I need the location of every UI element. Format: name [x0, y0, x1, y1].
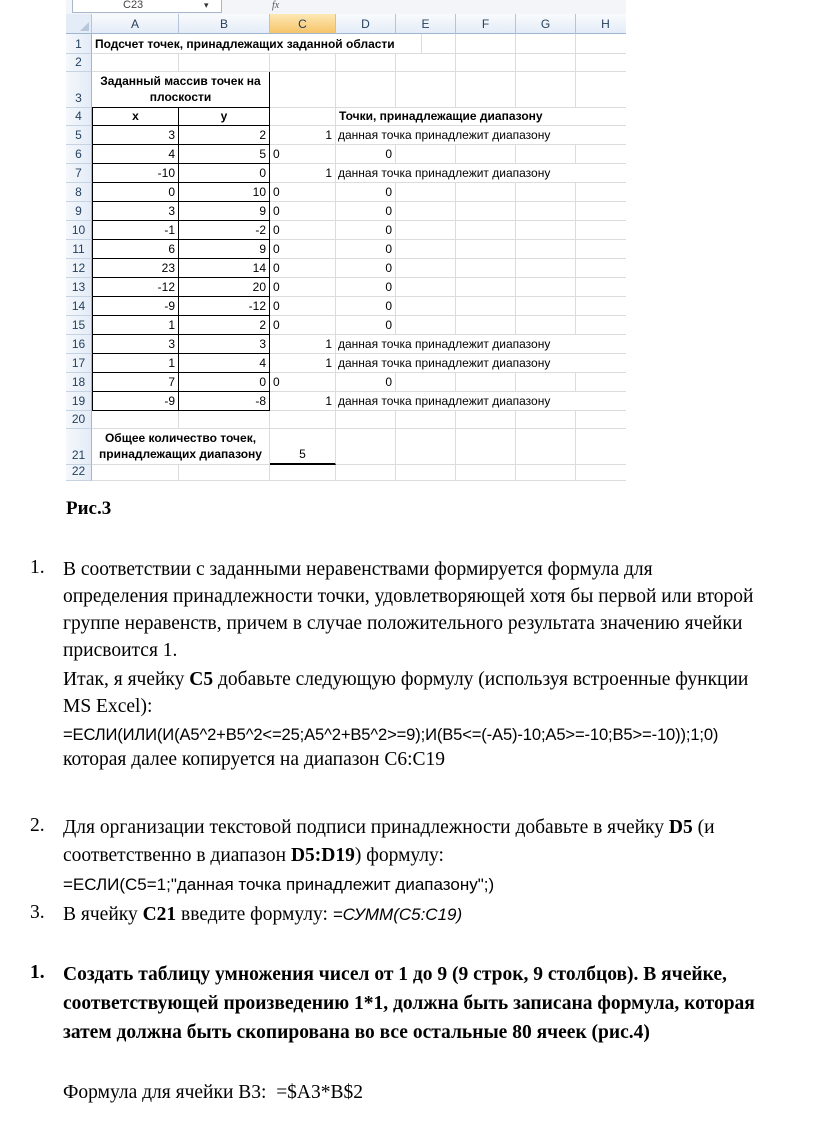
cell-c9[interactable]: 0 — [270, 202, 336, 221]
spreadsheet-screenshot — [66, 0, 626, 487]
cell-e9[interactable] — [396, 202, 456, 221]
cell-a18[interactable]: 7 — [92, 373, 179, 392]
cell-d9[interactable]: 0 — [336, 202, 396, 221]
cell-c14[interactable]: 0 — [270, 297, 336, 316]
table-row — [66, 335, 626, 354]
cell-f11[interactable] — [456, 240, 516, 259]
cell-h4[interactable] — [576, 108, 626, 126]
table-row — [66, 202, 626, 221]
cell-f20[interactable] — [456, 411, 516, 429]
cell-f8[interactable] — [456, 183, 516, 202]
cell-a10[interactable]: -1 — [92, 221, 179, 240]
cell-d3[interactable] — [336, 72, 396, 108]
cell-b20[interactable] — [179, 411, 270, 429]
cell-b17[interactable]: 4 — [179, 354, 270, 373]
item1-line6: MS Excel): — [63, 696, 153, 717]
item1-line4: присвоится 1. — [63, 640, 178, 661]
cell-d18[interactable]: 0 — [336, 373, 396, 392]
cell-g15[interactable] — [516, 316, 576, 335]
cell-a6[interactable]: 4 — [92, 145, 179, 164]
row-header[interactable]: 22 — [66, 465, 92, 481]
cell-d20[interactable] — [336, 411, 396, 429]
cell-a13[interactable]: -12 — [92, 278, 179, 297]
table-row — [66, 72, 626, 108]
row-header[interactable]: 7 — [66, 164, 92, 183]
cell-a8[interactable]: 0 — [92, 183, 179, 202]
cell-c3[interactable] — [270, 72, 336, 108]
cell-e15[interactable] — [396, 316, 456, 335]
item1-line3: группе неравенств, причем в случае положительного результата значению ячейки — [63, 613, 743, 634]
cell-d2[interactable] — [336, 54, 396, 72]
cell-h9[interactable] — [576, 202, 626, 221]
cell-c10[interactable]: 0 — [270, 221, 336, 240]
cell-b8[interactable]: 10 — [179, 183, 270, 202]
table-row — [66, 429, 626, 465]
cell-d6[interactable]: 0 — [336, 145, 396, 164]
row-header[interactable]: 1 — [66, 34, 92, 54]
row-header[interactable]: 20 — [66, 411, 92, 429]
cell-h15[interactable] — [576, 316, 626, 335]
cell-e18[interactable] — [396, 373, 456, 392]
cell-a20[interactable] — [92, 411, 179, 429]
column-header-b[interactable]: B — [179, 14, 270, 34]
item1-formula: =ЕСЛИ(ИЛИ(И(A5^2+B5^2<=25;A5^2+B5^2>=9);И(B5<=(-A5)-10;A5>=-10;B5>=-10));1;0) — [63, 725, 719, 744]
cell-b16[interactable]: 3 — [179, 335, 270, 354]
cell-a22[interactable] — [92, 465, 179, 481]
row-header[interactable]: 11 — [66, 240, 92, 259]
cell-f21[interactable] — [456, 429, 516, 465]
formula-b3-line: Формула для ячейки B3: =$A3*B$2 — [63, 1082, 364, 1103]
column-header-a[interactable]: A — [92, 14, 179, 34]
cell-a4[interactable]: x — [92, 108, 179, 126]
cell-d7[interactable]: данная точка принадлежит диапазону — [336, 164, 576, 183]
task-line2: соответствующей произведению 1*1, должна быть записана формула, которая — [63, 993, 755, 1014]
list-number: 1. — [30, 557, 45, 578]
column-header-f[interactable]: F — [456, 14, 516, 34]
column-header-h[interactable]: H — [576, 14, 626, 34]
column-header-d[interactable]: D — [336, 14, 396, 34]
table-row — [66, 297, 626, 316]
cell-h20[interactable] — [576, 411, 626, 429]
cell-h8[interactable] — [576, 183, 626, 202]
cell-f3[interactable] — [456, 72, 516, 108]
cell-h18[interactable] — [576, 373, 626, 392]
row-header[interactable]: 10 — [66, 221, 92, 240]
cell-e21[interactable] — [396, 429, 456, 465]
table-row — [66, 411, 626, 429]
cell-h21[interactable] — [576, 429, 626, 465]
cell-g11[interactable] — [516, 240, 576, 259]
item2-line1: Для организации текстовой подписи принадлежности добавьте в ячейку D5 (и — [63, 817, 715, 838]
list-number: 2. — [30, 815, 45, 836]
row-header[interactable]: 21 — [66, 429, 92, 465]
task-number: 1. — [30, 962, 45, 983]
cell-b22[interactable] — [179, 465, 270, 481]
table-row — [66, 126, 626, 145]
table-row — [66, 259, 626, 278]
cell-h16[interactable] — [576, 335, 626, 354]
cell-d16[interactable]: данная точка принадлежит диапазону — [336, 335, 576, 354]
item2-line2: соответственно в диапазон D5:D19) формулу: — [63, 845, 444, 866]
cell-b18[interactable]: 0 — [179, 373, 270, 392]
table-row — [66, 221, 626, 240]
cell-g9[interactable] — [516, 202, 576, 221]
cell-d15[interactable]: 0 — [336, 316, 396, 335]
cell-h6[interactable] — [576, 145, 626, 164]
cell-e6[interactable] — [396, 145, 456, 164]
cell-a2[interactable] — [92, 54, 179, 72]
cell-c13[interactable]: 0 — [270, 278, 336, 297]
cell-h11[interactable] — [576, 240, 626, 259]
cell-h22[interactable] — [576, 465, 626, 481]
cell-g8[interactable] — [516, 183, 576, 202]
column-header-e[interactable]: E — [396, 14, 456, 34]
cell-e11[interactable] — [396, 240, 456, 259]
cell-e20[interactable] — [396, 411, 456, 429]
cell-b12[interactable]: 14 — [179, 259, 270, 278]
cell-d5[interactable]: данная точка принадлежит диапазону — [336, 126, 576, 145]
row-header[interactable]: 17 — [66, 354, 92, 373]
row-header[interactable]: 18 — [66, 373, 92, 392]
cell-c16[interactable]: 1 — [270, 335, 336, 354]
row-header[interactable]: 4 — [66, 108, 92, 126]
cell-f18[interactable] — [456, 373, 516, 392]
cell-f1[interactable] — [456, 34, 516, 54]
item1-line2: определения принадлежности точки, удовлетворяющей хотя бы первой или второй — [63, 586, 754, 607]
cell-f2[interactable] — [456, 54, 516, 72]
row-header[interactable]: 19 — [66, 392, 92, 411]
cell-b6[interactable]: 5 — [179, 145, 270, 164]
cell-e3[interactable] — [396, 72, 456, 108]
fx-icon[interactable]: fx — [272, 0, 280, 11]
cell-e22[interactable] — [396, 465, 456, 481]
table-row — [66, 354, 626, 373]
cell-h17[interactable] — [576, 354, 626, 373]
cell-a14[interactable]: -9 — [92, 297, 179, 316]
item1-line8: которая далее копируется на диапазон C6:C19 — [63, 749, 446, 770]
cell-c22[interactable] — [270, 465, 336, 481]
cell-h2[interactable] — [576, 54, 626, 72]
cell-a1[interactable]: Подсчет точек, принадлежащих заданной области — [92, 34, 422, 54]
cell-b7[interactable]: 0 — [179, 164, 270, 183]
row-header[interactable]: 16 — [66, 335, 92, 354]
cell-a19[interactable]: -9 — [92, 392, 179, 411]
cell-f12[interactable] — [456, 259, 516, 278]
cell-e8[interactable] — [396, 183, 456, 202]
table-row — [66, 278, 626, 297]
cell-h7[interactable] — [576, 164, 626, 183]
row-header[interactable]: 14 — [66, 297, 92, 316]
cell-d12[interactable]: 0 — [336, 259, 396, 278]
cell-a5[interactable]: 3 — [92, 126, 179, 145]
cell-c5[interactable]: 1 — [270, 126, 336, 145]
cell-c7[interactable]: 1 — [270, 164, 336, 183]
table-row — [66, 465, 626, 481]
cell-h12[interactable] — [576, 259, 626, 278]
cell-c4[interactable] — [270, 108, 336, 126]
cell-a11[interactable]: 6 — [92, 240, 179, 259]
cell-f22[interactable] — [456, 465, 516, 481]
cell-a17[interactable]: 1 — [92, 354, 179, 373]
row-header[interactable]: 2 — [66, 54, 92, 72]
cell-e2[interactable] — [396, 54, 456, 72]
cell-b11[interactable]: 9 — [179, 240, 270, 259]
cell-c8[interactable]: 0 — [270, 183, 336, 202]
cell-h14[interactable] — [576, 297, 626, 316]
cell-d4[interactable]: Точки, принадлежащие диапазону — [336, 108, 576, 126]
row-header[interactable]: 12 — [66, 259, 92, 278]
cell-g14[interactable] — [516, 297, 576, 316]
cell-b5[interactable]: 2 — [179, 126, 270, 145]
table-row — [66, 108, 626, 126]
row-header[interactable]: 5 — [66, 126, 92, 145]
figure-caption: Рис.3 — [66, 498, 112, 519]
cell-c12[interactable]: 0 — [270, 259, 336, 278]
cell-e10[interactable] — [396, 221, 456, 240]
cell-c17[interactable]: 1 — [270, 354, 336, 373]
cell-c19[interactable]: 1 — [270, 392, 336, 411]
cell-g12[interactable] — [516, 259, 576, 278]
cell-g3[interactable] — [516, 72, 576, 108]
cell-d13[interactable]: 0 — [336, 278, 396, 297]
cell-a21[interactable]: Общее количество точек, принадлежащих диапазону — [92, 429, 270, 465]
cell-e13[interactable] — [396, 278, 456, 297]
cell-f15[interactable] — [456, 316, 516, 335]
cell-a7[interactable]: -10 — [92, 164, 179, 183]
column-header-g[interactable]: G — [516, 14, 576, 34]
item1-line1: В соответствии с заданными неравенствами формируется формула для — [63, 559, 653, 580]
row-header[interactable]: 3 — [66, 72, 92, 108]
item1-line5: Итак, я ячейку C5 добавьте следующую формулу (используя встроенные функции — [63, 669, 749, 690]
cell-g6[interactable] — [516, 145, 576, 164]
table-row — [66, 316, 626, 335]
cell-b10[interactable]: -2 — [179, 221, 270, 240]
cell-d8[interactable]: 0 — [336, 183, 396, 202]
cell-c2[interactable] — [270, 54, 336, 72]
cell-b13[interactable]: 20 — [179, 278, 270, 297]
cell-a16[interactable]: 3 — [92, 335, 179, 354]
cell-g21[interactable] — [516, 429, 576, 465]
cell-b9[interactable]: 9 — [179, 202, 270, 221]
task-line1: Создать таблицу умножения чисел от 1 до 9 (9 строк, 9 столбцов). В ячейке, — [63, 964, 727, 985]
cell-c18[interactable]: 0 — [270, 373, 336, 392]
chevron-down-icon[interactable]: ▾ — [204, 1, 209, 11]
cell-b4[interactable]: y — [179, 108, 270, 126]
cell-b2[interactable] — [179, 54, 270, 72]
cell-d11[interactable]: 0 — [336, 240, 396, 259]
cell-d22[interactable] — [336, 465, 396, 481]
cell-f6[interactable] — [456, 145, 516, 164]
cell-g22[interactable] — [516, 465, 576, 481]
cell-d21[interactable] — [336, 429, 396, 465]
cell-h19[interactable] — [576, 392, 626, 411]
cell-h13[interactable] — [576, 278, 626, 297]
cell-e12[interactable] — [396, 259, 456, 278]
cell-f9[interactable] — [456, 202, 516, 221]
table-row — [66, 164, 626, 183]
cell-e14[interactable] — [396, 297, 456, 316]
table-row — [66, 34, 626, 54]
cell-f14[interactable] — [456, 297, 516, 316]
cell-g10[interactable] — [516, 221, 576, 240]
cell-b14[interactable]: -12 — [179, 297, 270, 316]
row-header[interactable]: 6 — [66, 145, 92, 164]
table-row — [66, 240, 626, 259]
row-header[interactable]: 13 — [66, 278, 92, 297]
cell-b15[interactable]: 2 — [179, 316, 270, 335]
cell-h3[interactable] — [576, 72, 626, 108]
table-row — [66, 145, 626, 164]
item2-formula: =ЕСЛИ(C5=1;"данная точка принадлежит диапазону";) — [63, 875, 495, 894]
cell-a12[interactable]: 23 — [92, 259, 179, 278]
row-header[interactable]: 8 — [66, 183, 92, 202]
cell-g1[interactable] — [516, 34, 576, 54]
cell-g20[interactable] — [516, 411, 576, 429]
column-header-c[interactable]: C — [270, 14, 336, 34]
cell-d14[interactable]: 0 — [336, 297, 396, 316]
column-headers — [66, 14, 626, 34]
cell-h1[interactable] — [576, 34, 626, 54]
formula-bar — [66, 0, 626, 15]
cell-d10[interactable]: 0 — [336, 221, 396, 240]
task-line3: затем должна быть скопирована во все остальные 80 ячеек (рис.4) — [63, 1022, 650, 1043]
row-header[interactable]: 9 — [66, 202, 92, 221]
select-all-corner[interactable] — [66, 14, 92, 34]
cell-a9[interactable]: 3 — [92, 202, 179, 221]
row-header[interactable]: 15 — [66, 316, 92, 335]
cell-c20[interactable] — [270, 411, 336, 429]
cell-c6[interactable]: 0 — [270, 145, 336, 164]
table-row — [66, 392, 626, 411]
cell-d17[interactable]: данная точка принадлежит диапазону — [336, 354, 576, 373]
cell-g13[interactable] — [516, 278, 576, 297]
cell-b19[interactable]: -8 — [179, 392, 270, 411]
list-number: 3. — [30, 902, 45, 923]
cell-a15[interactable]: 1 — [92, 316, 179, 335]
cell-g18[interactable] — [516, 373, 576, 392]
cell-c21[interactable]: 5 — [270, 429, 336, 465]
cell-d19[interactable]: данная точка принадлежит диапазону — [336, 392, 576, 411]
cell-c11[interactable]: 0 — [270, 240, 336, 259]
table-row — [66, 183, 626, 202]
item3-line: В ячейку C21 введите формулу: =СУММ(C5:C19) — [63, 904, 463, 925]
cell-f10[interactable] — [456, 221, 516, 240]
cell-f13[interactable] — [456, 278, 516, 297]
cell-c15[interactable]: 0 — [270, 316, 336, 335]
cell-g2[interactable] — [516, 54, 576, 72]
table-row — [66, 54, 626, 72]
name-box[interactable]: C23 — [72, 0, 222, 13]
cell-h5[interactable] — [576, 126, 626, 145]
cell-h10[interactable] — [576, 221, 626, 240]
cell-a3[interactable]: Заданный массив точек на плоскости — [92, 72, 270, 108]
table-row — [66, 373, 626, 392]
